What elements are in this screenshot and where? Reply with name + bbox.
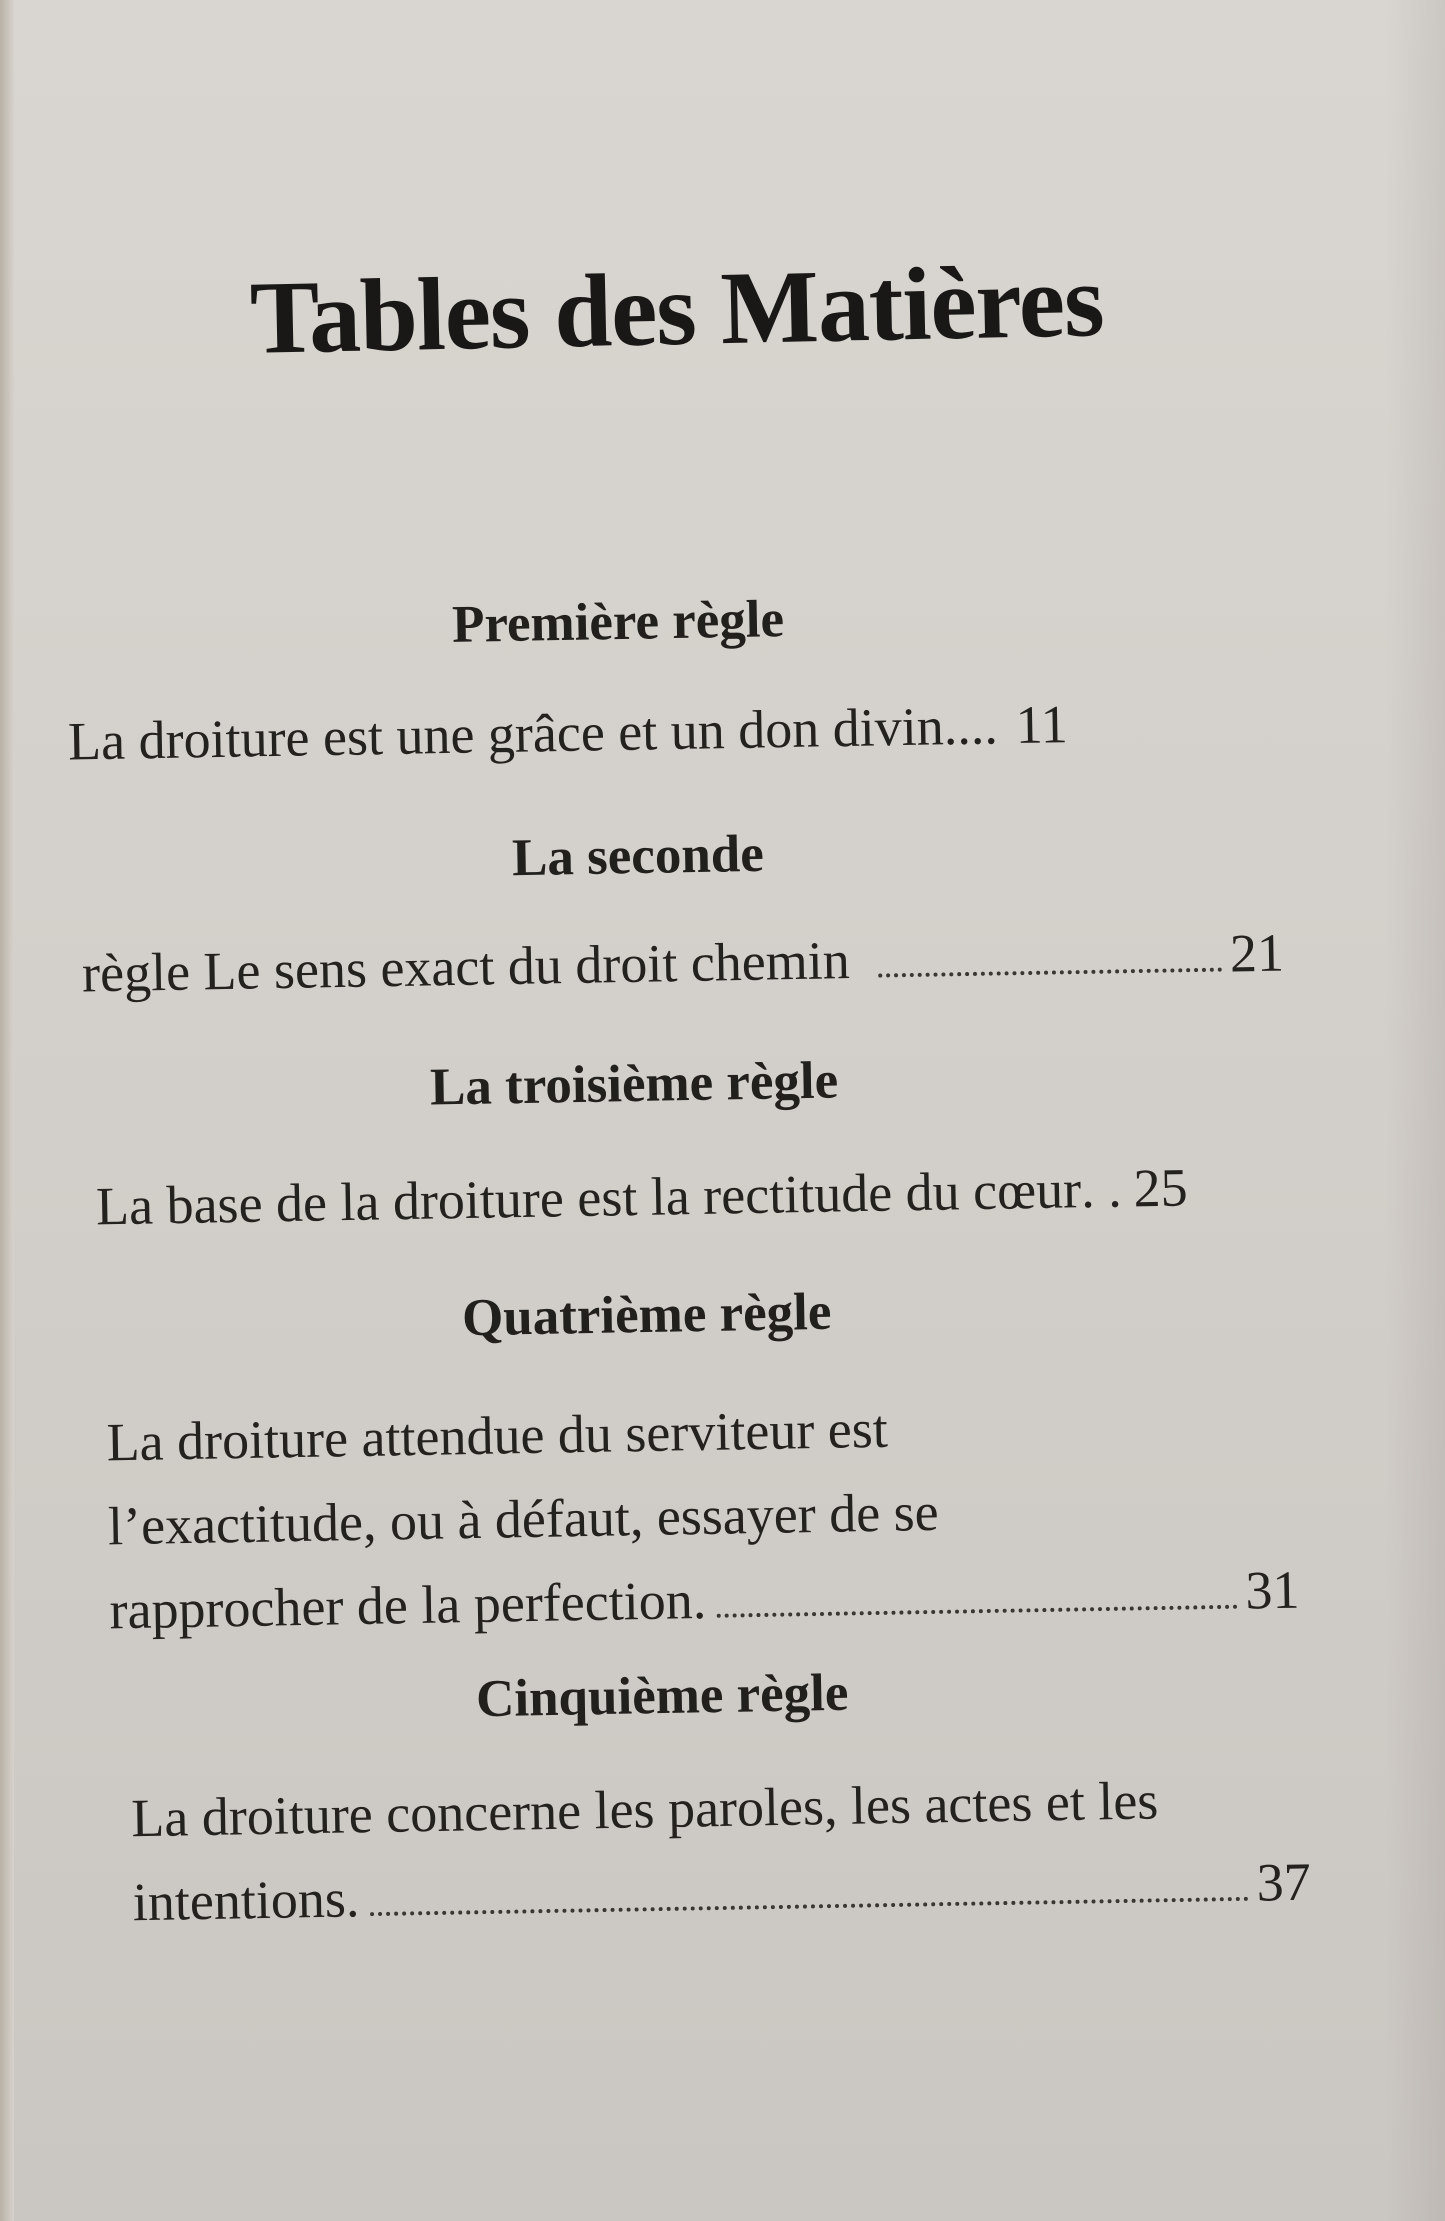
section-heading-1: Première règle	[451, 590, 785, 654]
toc-entry-3	[96, 1155, 1293, 1238]
toc-page-number: 11	[1015, 694, 1069, 756]
toc-entry-text-line-3: rapprocher de la perfection.	[109, 1569, 707, 1641]
toc-dot-leader	[878, 968, 1222, 978]
page-edge	[0, 0, 14, 2221]
toc-entry-text-line-2: l’exactitude, ou à défaut, essayer de se	[107, 1481, 940, 1557]
toc-page-number: 37	[1256, 1851, 1312, 1913]
toc-page-number: 31	[1244, 1559, 1300, 1621]
toc-entry-leader: ....	[943, 695, 999, 757]
section-heading-5: Cinquième règle	[475, 1663, 849, 1729]
toc-page-number: 21	[1229, 922, 1285, 984]
toc-entry-4	[106, 1380, 1300, 1653]
toc-entry-text: La base de la droiture est la rectitude du cœur	[95, 1159, 1082, 1237]
toc-entry-text-line-1: La droiture concerne les paroles, les actes et les	[130, 1770, 1159, 1849]
toc-entry-2	[82, 922, 1285, 1006]
toc-entry-leader: . .	[1080, 1158, 1123, 1220]
toc-entry-5	[131, 1756, 1312, 1945]
toc-entry-text-line-1: La droiture attendue du serviteur est	[106, 1398, 889, 1473]
section-heading-4: Quatrième règle	[461, 1282, 832, 1348]
toc-dot-leader	[716, 1605, 1237, 1618]
page-shadow	[1385, 0, 1445, 2221]
toc-entry-text-line-2: intentions.	[132, 1868, 360, 1933]
toc-dot-leader	[370, 1897, 1249, 1916]
toc-entry-text: La droiture est une grâce et un don divin	[67, 696, 945, 772]
toc-entry-1	[68, 689, 1279, 772]
toc-entry-text: règle Le sens exact du droit chemin	[81, 930, 851, 1004]
page-title: Tables des Matières	[248, 243, 1105, 376]
toc-page-number: 25	[1132, 1157, 1189, 1219]
section-heading-2: La seconde	[511, 824, 765, 888]
section-heading-3: La troisième règle	[429, 1051, 839, 1117]
